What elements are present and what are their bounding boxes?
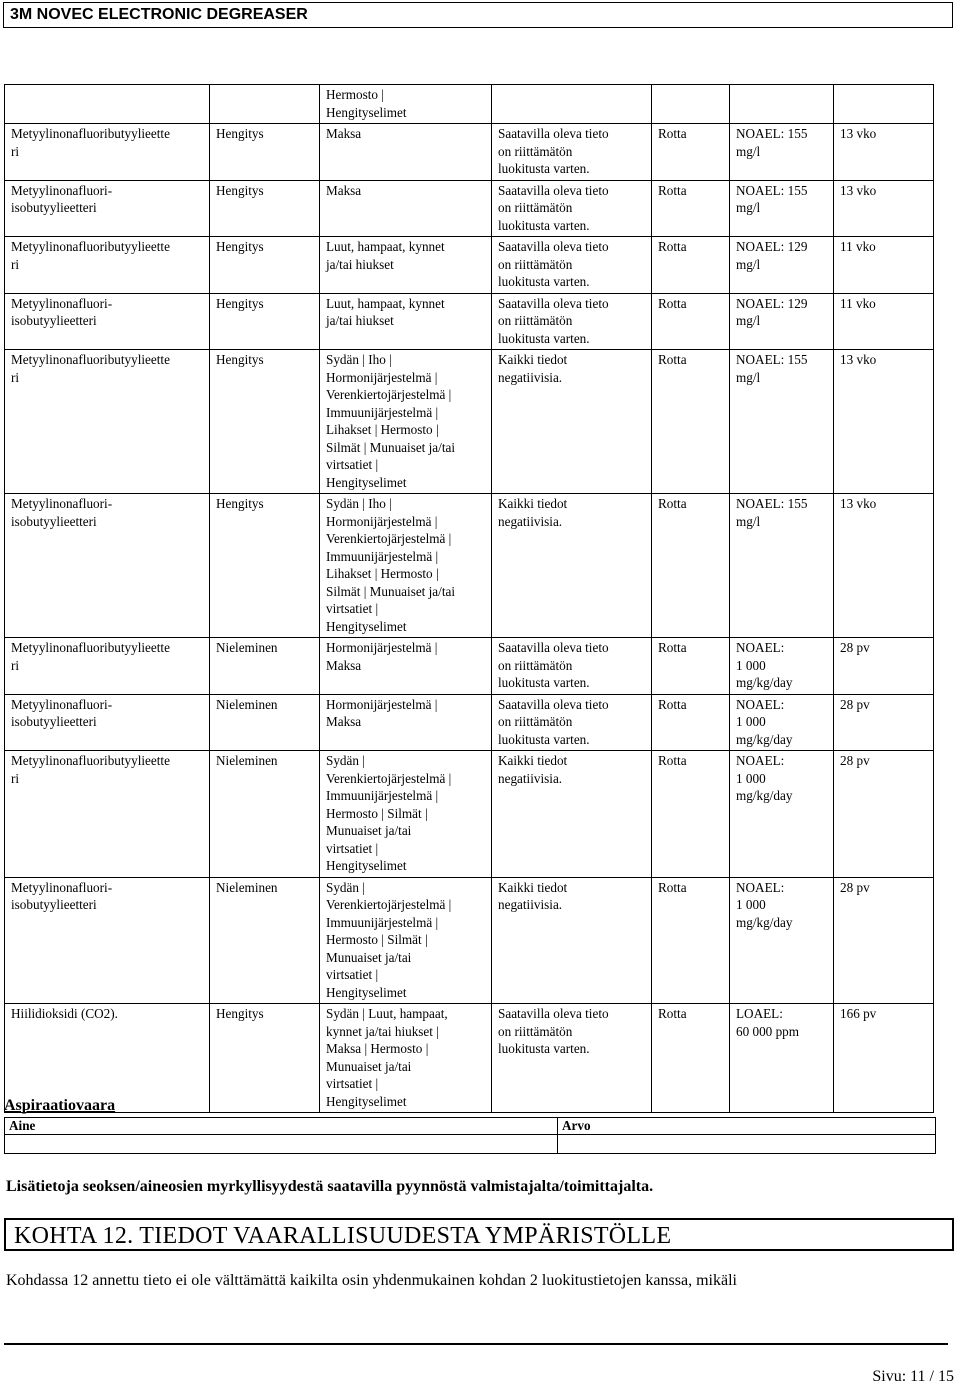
- table-row: [5, 180, 934, 237]
- cell-duration: 13 vko: [834, 494, 934, 638]
- cell-route: Hengitys: [210, 350, 320, 494]
- cell-route: Hengitys: [210, 237, 320, 294]
- cell-route: Hengitys: [210, 494, 320, 638]
- cell-duration: 28 pv: [834, 751, 934, 878]
- cell-value: NOAEL: 155 mg/l: [730, 124, 834, 181]
- cell-value: NOAEL: 1 000 mg/kg/day: [730, 877, 834, 1004]
- cell-route: Nieleminen: [210, 694, 320, 751]
- cell-species: [652, 85, 730, 124]
- cell-duration: 11 vko: [834, 293, 934, 350]
- cell-result: Saatavilla oleva tieto on riittämätön luokitusta varten.: [492, 293, 652, 350]
- cell-substance: Metyylinonafluoributyylieette ri: [5, 237, 210, 294]
- cell-value: NOAEL: 155 mg/l: [730, 350, 834, 494]
- cell-result: Saatavilla oleva tieto on riittämätön luokitusta varten.: [492, 237, 652, 294]
- page-number: Sivu: 11 / 15: [872, 1368, 954, 1385]
- cell-species: Rotta: [652, 180, 730, 237]
- cell-substance: Metyylinonafluori- isobutyylieetteri: [5, 877, 210, 1004]
- document-title: 3M NOVEC ELECTRONIC DEGREASER: [10, 6, 308, 23]
- table-row: [5, 494, 934, 638]
- cell-value: NOAEL: 129 mg/l: [730, 293, 834, 350]
- cell-organs: Sydän | Luut, hampaat, kynnet ja/tai hiukset | Maksa | Hermosto | Munuaiset ja/tai virtsatiet | Hengityselimet: [320, 1004, 492, 1113]
- cell-species: Rotta: [652, 751, 730, 878]
- cell-substance: Metyylinonafluoributyylieette ri: [5, 350, 210, 494]
- table-row: [5, 638, 934, 695]
- cell-organs: Hormonijärjestelmä | Maksa: [320, 694, 492, 751]
- column-header-value: Arvo: [558, 1118, 936, 1135]
- footer-divider: [4, 1343, 948, 1345]
- cell-substance: Metyylinonafluoributyylieette ri: [5, 751, 210, 878]
- cell-organs: Luut, hampaat, kynnet ja/tai hiukset: [320, 237, 492, 294]
- cell-result: Saatavilla oleva tieto on riittämätön luokitusta varten.: [492, 1004, 652, 1113]
- cell-substance: Metyylinonafluori- isobutyylieetteri: [5, 494, 210, 638]
- cell-route: Nieleminen: [210, 877, 320, 1004]
- cell-value: NOAEL: 155 mg/l: [730, 180, 834, 237]
- cell-organs: Sydän | Iho | Hormonijärjestelmä | Verenkiertojärjestelmä | Immuunijärjestelmä | Lihakset | Hermosto | Silmät | Munuaiset ja/tai virtsatiet | Hengityselimet: [320, 494, 492, 638]
- section-12-title: KOHTA 12. TIEDOT VAARALLISUUDESTA YMPÄRISTÖLLE: [14, 1223, 672, 1249]
- target-organ-toxicity-table: [4, 84, 934, 1113]
- cell-substance: Metyylinonafluori- isobutyylieetteri: [5, 293, 210, 350]
- cell-species: Rotta: [652, 694, 730, 751]
- table-row: [5, 85, 934, 124]
- table-row: [5, 877, 934, 1004]
- cell-result: Kaikki tiedot negatiivisia.: [492, 494, 652, 638]
- document-header: [3, 2, 953, 28]
- cell-organs: Luut, hampaat, kynnet ja/tai hiukset: [320, 293, 492, 350]
- table-row: [5, 350, 934, 494]
- cell-route: [210, 85, 320, 124]
- cell-duration: 28 pv: [834, 877, 934, 1004]
- section-12-text: Kohdassa 12 annettu tieto ei ole välttämättä kaikilta osin yhdenmukainen kohdan 2 luokitustietojen kanssa, mikäli: [6, 1272, 737, 1289]
- cell-organs: Sydän | Iho | Hormonijärjestelmä | Verenkiertojärjestelmä | Immuunijärjestelmä | Lihakset | Hermosto | Silmät | Munuaiset ja/tai virtsatiet | Hengityselimet: [320, 350, 492, 494]
- cell-substance: [5, 85, 210, 124]
- aspiration-hazard-section: [4, 1097, 935, 1154]
- cell-route: Hengitys: [210, 1004, 320, 1113]
- cell-species: Rotta: [652, 877, 730, 1004]
- cell-value: [730, 85, 834, 124]
- cell-substance: Metyylinonafluori- isobutyylieetteri: [5, 180, 210, 237]
- cell-result: Saatavilla oleva tieto on riittämätön luokitusta varten.: [492, 180, 652, 237]
- cell-duration: 28 pv: [834, 638, 934, 695]
- cell-organs: Hormonijärjestelmä | Maksa: [320, 638, 492, 695]
- cell-value: NOAEL: 155 mg/l: [730, 494, 834, 638]
- column-header-substance: Aine: [5, 1118, 558, 1135]
- additional-info-text: Lisätietoja seoksen/aineosien myrkyllisyydestä saatavilla pyynnöstä valmistajalta/toimittajalta.: [6, 1178, 654, 1195]
- cell-species: Rotta: [652, 350, 730, 494]
- table-row: [5, 751, 934, 878]
- cell-organs: Maksa: [320, 124, 492, 181]
- cell-result: Saatavilla oleva tieto on riittämätön luokitusta varten.: [492, 124, 652, 181]
- cell-species: Rotta: [652, 293, 730, 350]
- cell-value: NOAEL: 129 mg/l: [730, 237, 834, 294]
- cell-duration: 13 vko: [834, 124, 934, 181]
- cell-species: Rotta: [652, 237, 730, 294]
- cell-substance: Metyylinonafluoributyylieette ri: [5, 124, 210, 181]
- cell-route: Nieleminen: [210, 638, 320, 695]
- cell-duration: 13 vko: [834, 180, 934, 237]
- cell-substance: Metyylinonafluori- isobutyylieetteri: [5, 694, 210, 751]
- cell-value: NOAEL: 1 000 mg/kg/day: [730, 638, 834, 695]
- cell-substance: Metyylinonafluoributyylieette ri: [5, 638, 210, 695]
- cell-duration: 166 pv: [834, 1004, 934, 1113]
- cell-organs: Sydän | Verenkiertojärjestelmä | Immuunijärjestelmä | Hermosto | Silmät | Munuaiset ja/tai virtsatiet | Hengityselimet: [320, 751, 492, 878]
- cell-duration: [834, 85, 934, 124]
- cell-route: Hengitys: [210, 293, 320, 350]
- cell-route: Hengitys: [210, 180, 320, 237]
- cell-duration: 28 pv: [834, 694, 934, 751]
- cell-substance: Hiilidioksidi (CO2).: [5, 1004, 210, 1113]
- cell-species: Rotta: [652, 494, 730, 638]
- cell-value: NOAEL: 1 000 mg/kg/day: [730, 694, 834, 751]
- cell-value: LOAEL: 60 000 ppm: [730, 1004, 834, 1113]
- cell-result: Kaikki tiedot negatiivisia.: [492, 877, 652, 1004]
- table-row: [5, 293, 934, 350]
- cell-organs: Maksa: [320, 180, 492, 237]
- cell-result: Saatavilla oleva tieto on riittämätön luokitusta varten.: [492, 638, 652, 695]
- cell-duration: 11 vko: [834, 237, 934, 294]
- cell-route: Nieleminen: [210, 751, 320, 878]
- cell-duration: 13 vko: [834, 350, 934, 494]
- cell-species: Rotta: [652, 1004, 730, 1113]
- cell-species: Rotta: [652, 638, 730, 695]
- cell-species: Rotta: [652, 124, 730, 181]
- cell-result: Saatavilla oleva tieto on riittämätön luokitusta varten.: [492, 694, 652, 751]
- section-12-header: [4, 1218, 954, 1251]
- cell-result: [492, 85, 652, 124]
- cell-organs: Sydän | Verenkiertojärjestelmä | Immuunijärjestelmä | Hermosto | Silmät | Munuaiset ja/tai virtsatiet | Hengityselimet: [320, 877, 492, 1004]
- cell-route: Hengitys: [210, 124, 320, 181]
- table-row: [5, 1135, 936, 1154]
- cell-value: NOAEL: 1 000 mg/kg/day: [730, 751, 834, 878]
- cell-organs: Hermosto | Hengityselimet: [320, 85, 492, 124]
- table-row: [5, 694, 934, 751]
- table-row: [5, 237, 934, 294]
- aspiration-hazard-table: [4, 1117, 936, 1154]
- cell-result: Kaikki tiedot negatiivisia.: [492, 350, 652, 494]
- cell-result: Kaikki tiedot negatiivisia.: [492, 751, 652, 878]
- aspiration-hazard-title: Aspiraatiovaara: [4, 1097, 116, 1114]
- table-row: [5, 124, 934, 181]
